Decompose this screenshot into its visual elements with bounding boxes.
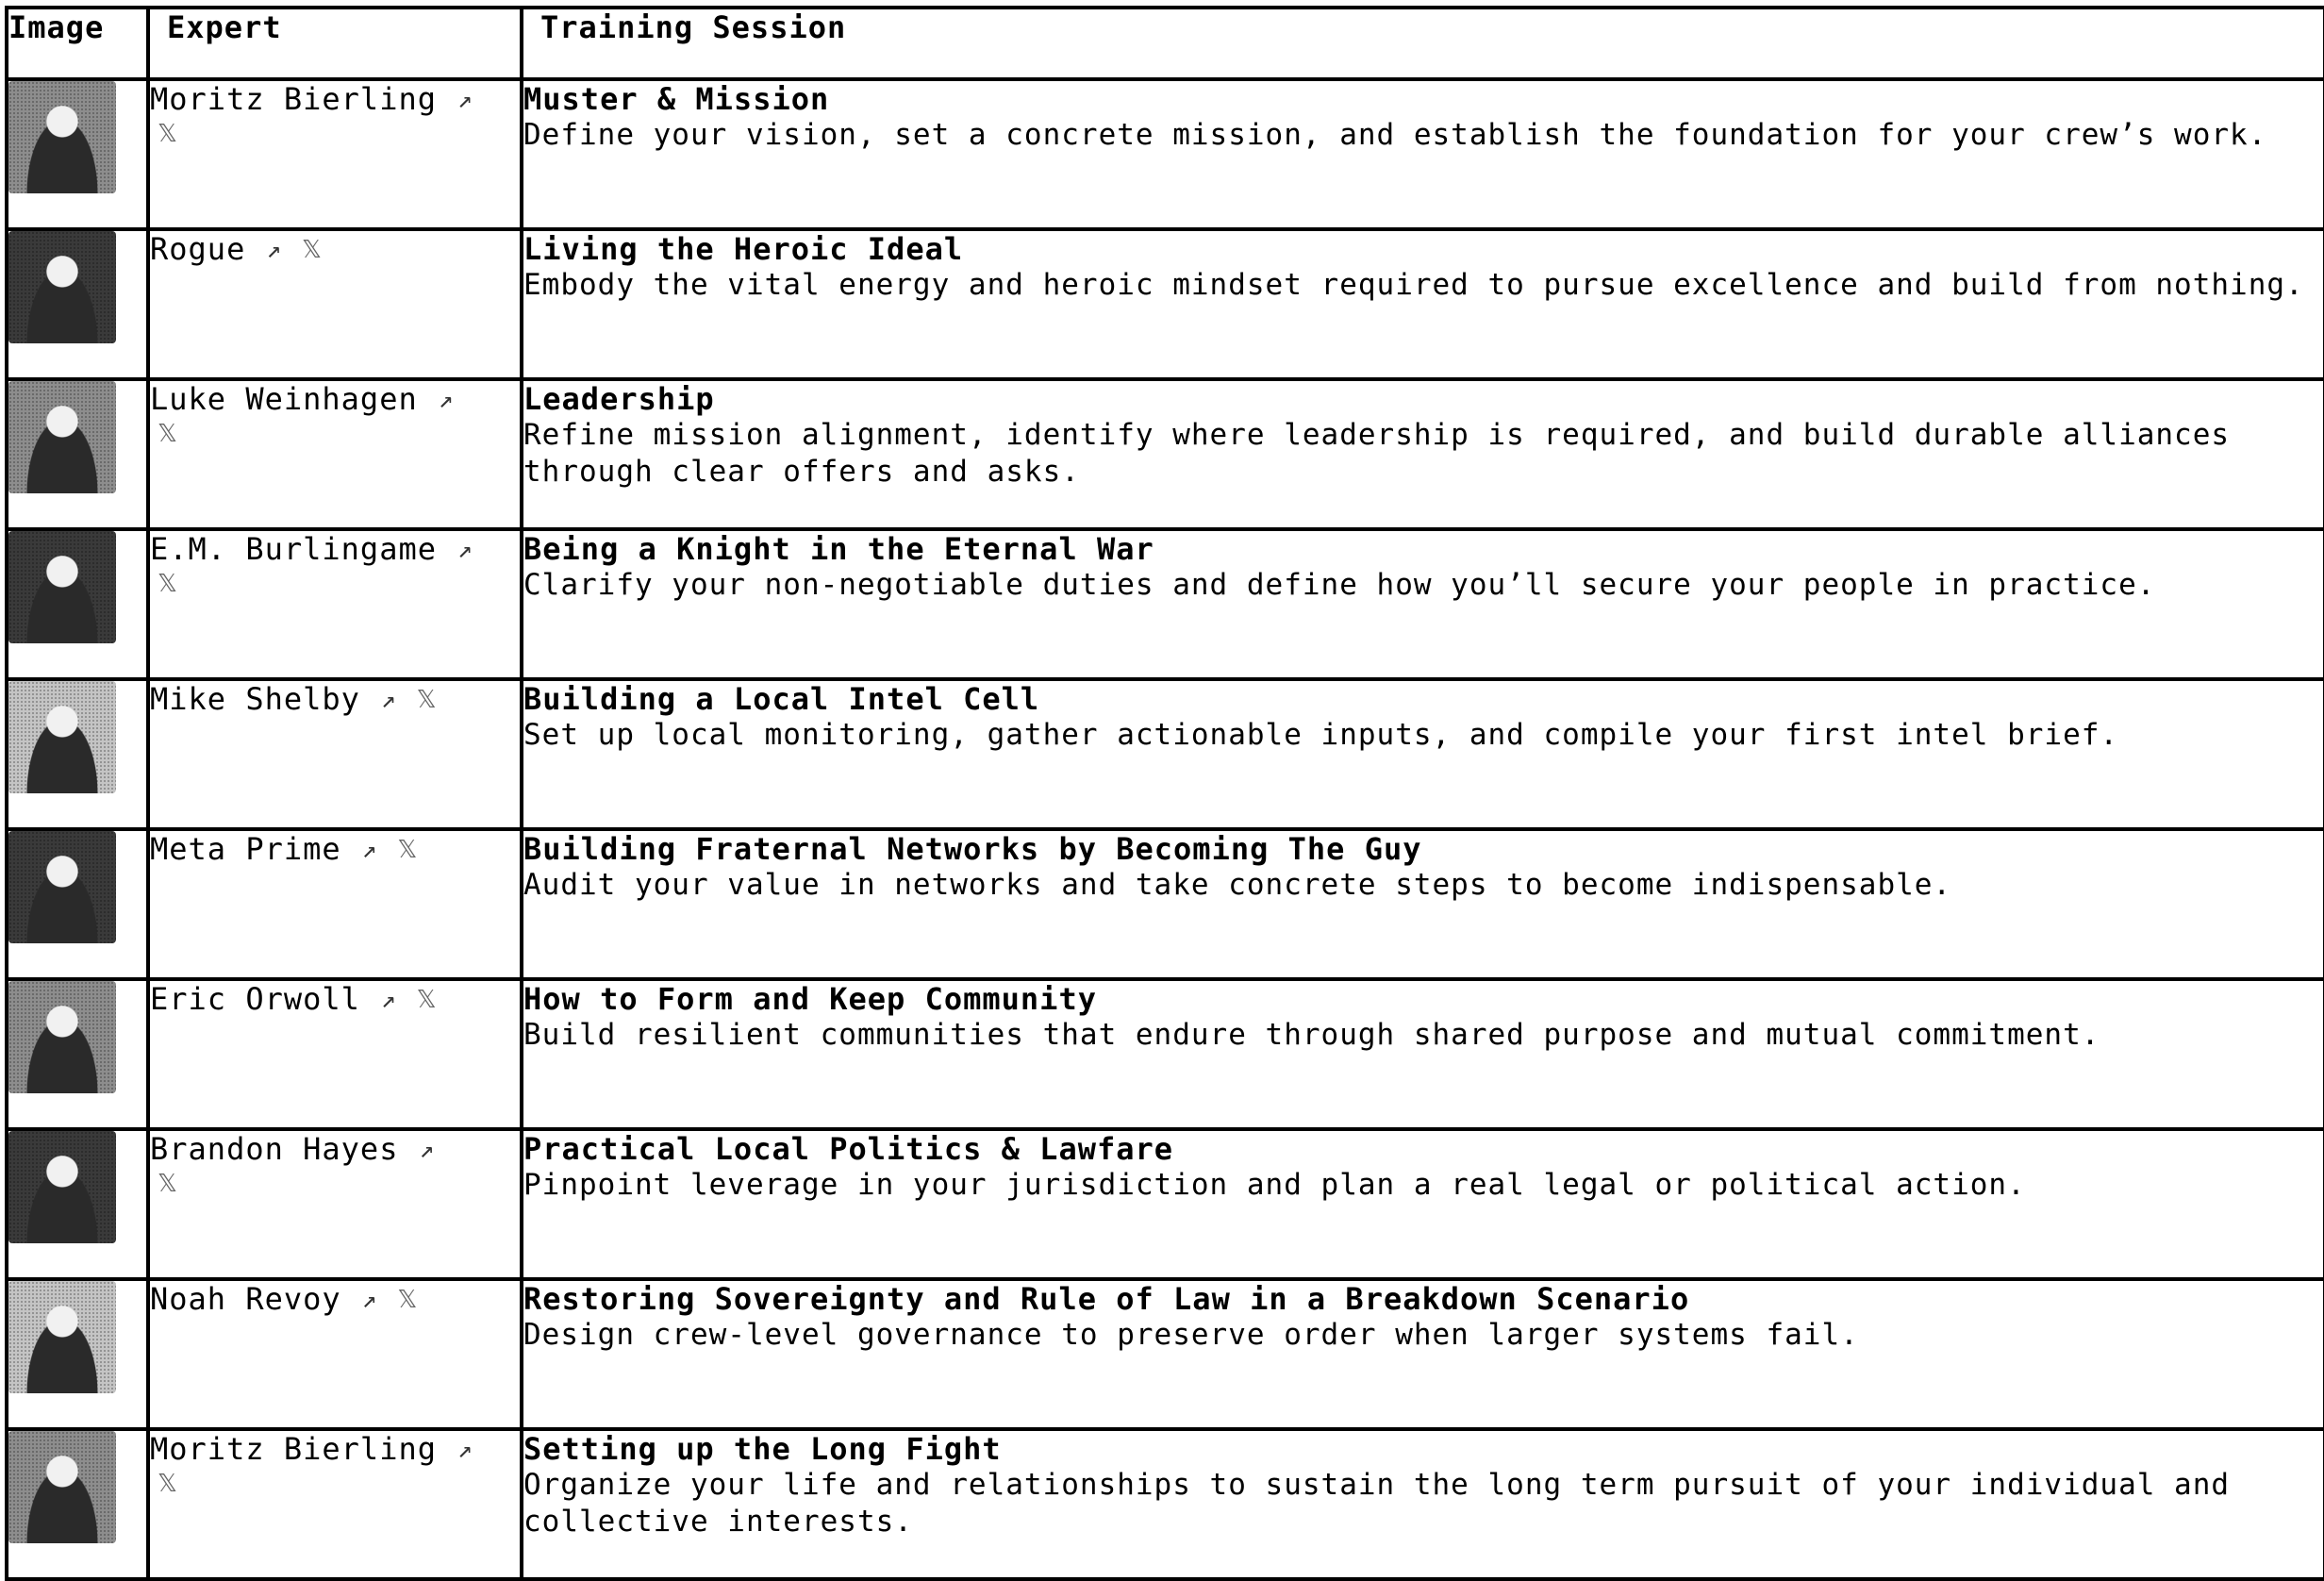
session-title: Living the Heroic Ideal <box>523 231 964 267</box>
expert-avatar <box>8 831 116 943</box>
session-title: Setting up the Long Fight <box>523 1431 1002 1467</box>
table-row <box>7 1279 2324 1429</box>
x-icon[interactable]: 𝕏 <box>158 120 177 148</box>
session-description: Refine mission alignment, identify where leadership is required, and build durable alliances through clear offers and asks. <box>523 418 2231 489</box>
column-header-expert: Expert <box>148 8 522 79</box>
session-title: Building a Local Intel Cell <box>523 681 1040 717</box>
expert-avatar <box>8 1281 116 1393</box>
external-link-icon[interactable]: ↗ <box>419 1136 435 1164</box>
x-icon[interactable]: 𝕏 <box>301 236 322 264</box>
expert-avatar <box>8 1431 116 1543</box>
session-title: Leadership <box>523 381 715 417</box>
expert-avatar <box>8 531 116 643</box>
external-link-icon[interactable]: ↗ <box>456 536 473 564</box>
expert-name: Brandon Hayes <box>150 1131 399 1167</box>
x-icon[interactable]: 𝕏 <box>397 836 418 864</box>
session-title: Being a Knight in the Eternal War <box>523 531 1154 567</box>
expert-name: Noah Revoy <box>150 1281 341 1317</box>
expert-avatar <box>8 381 116 493</box>
session-description: Organize your life and relationships to sustain the long term pursuit of your individual and collective interests. <box>523 1468 2231 1539</box>
x-icon[interactable]: 𝕏 <box>158 1170 177 1198</box>
x-icon[interactable]: 𝕏 <box>416 686 437 714</box>
table-header-row <box>7 8 2324 79</box>
x-icon[interactable]: 𝕏 <box>416 986 437 1014</box>
table-row <box>7 679 2324 829</box>
expert-name: Moritz Bierling <box>150 81 437 117</box>
expert-name: Eric Orwoll <box>150 981 360 1017</box>
x-icon[interactable]: 𝕏 <box>158 570 177 598</box>
training-sessions-table <box>5 6 2324 1581</box>
session-description: Embody the vital energy and heroic mindset required to pursue excellence and build from nothing. <box>523 268 2304 302</box>
table-row <box>7 379 2324 529</box>
table-row <box>7 229 2324 379</box>
session-title: Muster & Mission <box>523 81 830 117</box>
session-description: Audit your value in networks and take concrete steps to become indispensable. <box>523 868 1952 902</box>
column-header-training-session: Training Session <box>522 8 2324 79</box>
external-link-icon[interactable]: ↗ <box>361 836 377 864</box>
expert-name: Rogue <box>150 231 246 267</box>
session-description: Define your vision, set a concrete mission, and establish the foundation for your crew’s work. <box>523 118 2267 152</box>
session-title: Practical Local Politics & Lawfare <box>523 1131 1174 1167</box>
table-row <box>7 529 2324 679</box>
x-icon[interactable]: 𝕏 <box>397 1286 418 1314</box>
column-header-image: Image <box>7 8 148 79</box>
expert-avatar <box>8 981 116 1093</box>
expert-avatar <box>8 1131 116 1243</box>
table-row <box>7 979 2324 1129</box>
x-icon[interactable]: 𝕏 <box>158 1470 177 1498</box>
expert-name: E.M. Burlingame <box>150 531 437 567</box>
x-icon[interactable]: 𝕏 <box>158 420 177 448</box>
session-description: Build resilient communities that endure through shared purpose and mutual commitment. <box>523 1018 2100 1052</box>
session-description: Set up local monitoring, gather actionable inputs, and compile your first intel brief. <box>523 718 2119 752</box>
session-description: Design crew-level governance to preserve order when larger systems fail. <box>523 1318 1859 1352</box>
external-link-icon[interactable]: ↗ <box>361 1286 377 1314</box>
table-row <box>7 79 2324 229</box>
external-link-icon[interactable]: ↗ <box>380 686 396 714</box>
table-row <box>7 829 2324 979</box>
external-link-icon[interactable]: ↗ <box>380 986 396 1014</box>
expert-avatar <box>8 681 116 793</box>
session-title: Restoring Sovereignty and Rule of Law in a Breakdown Scenario <box>523 1281 1690 1317</box>
session-description: Pinpoint leverage in your jurisdiction and plan a real legal or political action. <box>523 1168 2026 1202</box>
session-title: How to Form and Keep Community <box>523 981 1097 1017</box>
external-link-icon[interactable]: ↗ <box>456 1436 473 1464</box>
expert-name: Luke Weinhagen <box>150 381 418 417</box>
external-link-icon[interactable]: ↗ <box>438 386 454 414</box>
session-description: Clarify your non-negotiable duties and define how you’ll secure your people in practice. <box>523 568 2156 602</box>
expert-name: Meta Prime <box>150 831 341 867</box>
session-title: Building Fraternal Networks by Becoming The Guy <box>523 831 1422 867</box>
expert-name: Moritz Bierling <box>150 1431 437 1467</box>
external-link-icon[interactable]: ↗ <box>266 236 281 264</box>
table-row <box>7 1429 2324 1579</box>
expert-name: Mike Shelby <box>150 681 360 717</box>
external-link-icon[interactable]: ↗ <box>456 86 473 114</box>
expert-avatar <box>8 231 116 343</box>
table-row <box>7 1129 2324 1279</box>
expert-avatar <box>8 81 116 193</box>
